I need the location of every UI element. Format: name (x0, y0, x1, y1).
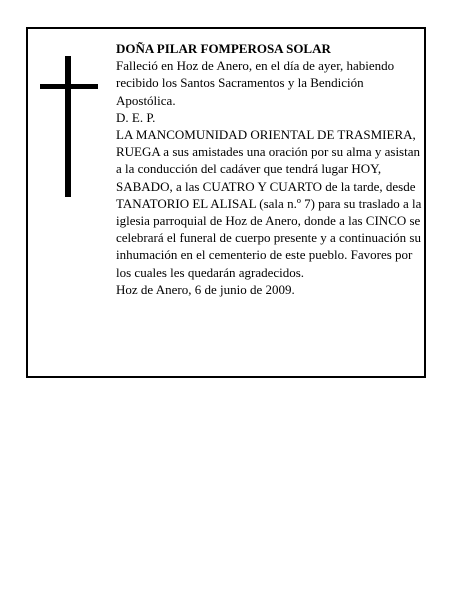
deceased-name: DOÑA PILAR FOMPEROSA SOLAR (116, 41, 331, 56)
rest-in-peace: D. E. P. (116, 109, 156, 125)
notice-text (116, 40, 422, 298)
funeral-request: RUEGA a sus amistades una oración por su alma y asistan a la conducción del cadáver que tendrá lugar HOY, SABADO, a las CUATRO Y CUARTO de la tarde, desde TANATORIO EL ALISAL (sala n.º 7) para su traslado a la iglesia parroquial de Hoz de Anero, donde a las CINCO se celebrará el funeral de cuerpo presente y a continuación su inhumación en el cementerio de este pueblo. Favores por los cuales les quedarán agradecidos. (116, 144, 422, 280)
obituary-notice (26, 27, 426, 378)
place-and-date: Hoz de Anero, 6 de junio de 2009. (116, 281, 295, 297)
cross-horizontal-bar (40, 84, 98, 89)
death-statement: Falleció en Hoz de Anero, en el día de ayer, habiendo recibido los Santos Sacramentos y la Bendición Apostólica. (116, 58, 395, 108)
cross-vertical-bar (65, 56, 71, 197)
cross-icon (40, 56, 98, 197)
organization-name: LA MANCOMUNIDAD ORIENTAL DE TRASMIERA, (116, 127, 416, 143)
